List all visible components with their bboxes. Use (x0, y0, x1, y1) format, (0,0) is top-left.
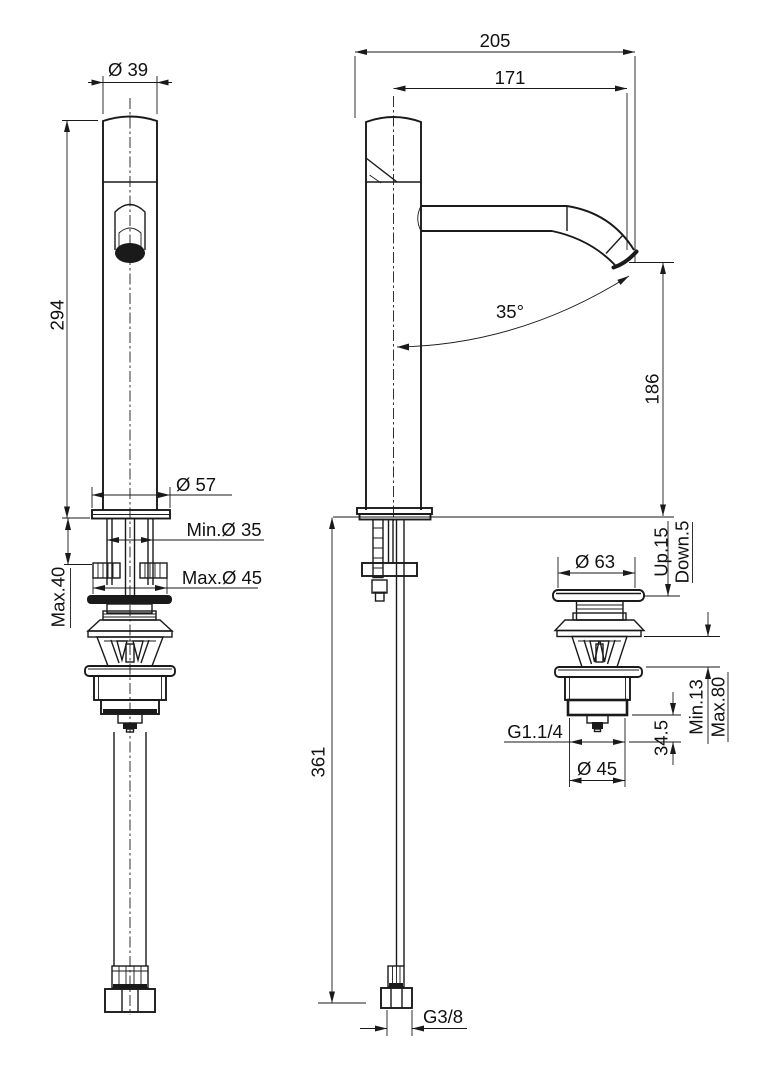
dim-base-diameter-label: Ø 57 (175, 474, 217, 495)
spout-outlet (115, 243, 145, 263)
front-view (47, 59, 265, 1015)
dim-hole-max-label: Max.Ø 45 (181, 567, 263, 588)
dim-spout-angle (397, 276, 629, 351)
dim-total-depth-label: 205 (479, 30, 511, 51)
dim-height-label: 294 (46, 299, 68, 331)
dim-waste-height (629, 692, 681, 765)
dim-waste-height-label: 34.5 (650, 719, 672, 757)
waste-detail-view (504, 521, 729, 787)
dim-travel-down-label: Down.5 (671, 520, 693, 584)
waste-body (553, 590, 644, 732)
spout-side (418, 206, 637, 268)
dim-travel-up-label: Up.15 (650, 527, 672, 577)
dim-outlet-height (629, 263, 674, 517)
dim-waste-thread-label: G1.1/4 (507, 721, 563, 742)
dim-spout-reach (394, 67, 628, 250)
dim-supply-thread (360, 1006, 467, 1036)
spout-aerator-face (614, 252, 637, 268)
dim-deck-max-label: Max.80 (707, 676, 729, 738)
dim-cap-diameter-label: Ø 63 (574, 551, 616, 572)
dim-spout-reach-label: 171 (494, 67, 526, 88)
dim-outlet-height-label: 186 (641, 373, 663, 405)
dim-supply-length (308, 518, 367, 1004)
side-view (308, 30, 675, 1036)
dim-base-diameter (92, 474, 232, 508)
dim-plug-travel (644, 521, 693, 596)
dim-deck-max-label: Max.40 (47, 566, 69, 628)
dim-cap-diameter (558, 551, 635, 588)
dim-hole-min (107, 519, 264, 543)
under-counter-hardware (362, 520, 417, 1009)
dim-hole-max (93, 567, 262, 594)
dim-deck-min-label: Min.13 (685, 679, 707, 735)
handle-lever-cut (366, 158, 397, 182)
dim-supply-length-label: 361 (307, 746, 329, 778)
dim-waste-body-diameter-label: Ø 45 (576, 758, 618, 779)
dim-total-depth (355, 30, 635, 262)
dim-hole-min-label: Min.Ø 35 (186, 519, 262, 540)
dim-spout-angle-label: 35° (496, 301, 524, 322)
dim-top-diameter-label: Ø 39 (107, 59, 149, 80)
dim-height (47, 121, 99, 519)
dim-deck-max (48, 518, 93, 628)
dim-waste-body-diameter (570, 758, 626, 784)
dim-supply-thread-label: G3/8 (422, 1006, 464, 1027)
